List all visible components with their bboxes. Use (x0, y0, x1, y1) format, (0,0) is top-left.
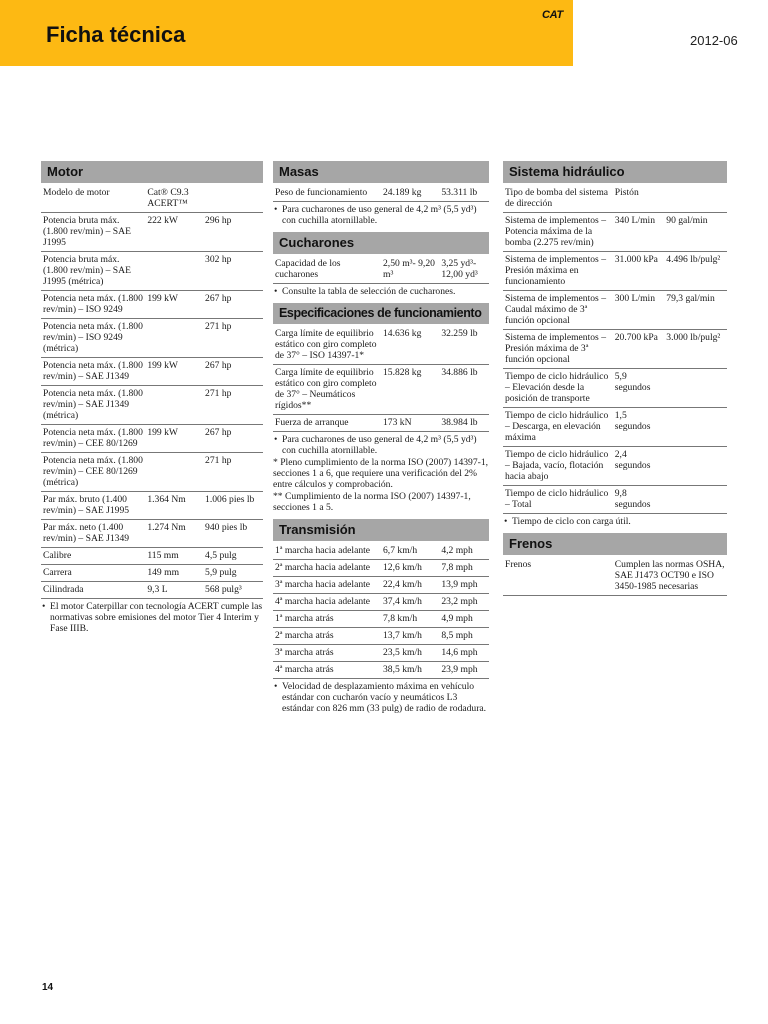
table-row (273, 594, 489, 611)
spec-value: 13,9 mph (439, 577, 489, 594)
spec-label: Tipo de bomba del sistema de dirección (503, 185, 613, 213)
spec-label: 2ª marcha atrás (273, 628, 381, 645)
spec-label: Tiempo de ciclo hidráulico – Descarga, en elevación máxima (503, 408, 613, 447)
spec-label: Calibre (41, 548, 145, 565)
section-title-transmision: Transmisión (273, 519, 489, 541)
table-transmision (273, 543, 489, 679)
spec-value: 149 mm (145, 565, 203, 582)
spec-value: 7,8 km/h (381, 611, 439, 628)
table-row (41, 291, 263, 319)
table-row (273, 326, 489, 365)
spec-value: 4.496 lb/pulg² (664, 252, 727, 291)
note-item: • Consulte la tabla de selección de cucharones. (273, 286, 489, 297)
spec-value: 3.000 lb/pulg² (664, 330, 727, 369)
table-row (503, 408, 727, 447)
section-cucharones (273, 232, 489, 297)
spec-label: Cilindrada (41, 582, 145, 599)
spec-value: 199 kW (145, 358, 203, 386)
column-left (41, 161, 263, 640)
spec-label: Potencia neta máx. (1.800 rev/min) – CEE 80/1269 (métrica) (41, 453, 145, 492)
spec-value: 22,4 km/h (381, 577, 439, 594)
spec-value: 4,5 pulg (203, 548, 263, 565)
spec-value: 1,5 segundos (613, 408, 665, 447)
notes-transmision (273, 681, 489, 714)
spec-value: 14,6 mph (439, 645, 489, 662)
spec-value: 13,7 km/h (381, 628, 439, 645)
note-item: • Para cucharones de uso general de 4,2 m³ (5,5 yd³) con cuchilla atornillable. (273, 434, 489, 456)
spec-value: 34.886 lb (439, 365, 489, 415)
table-row (273, 662, 489, 679)
spec-value: 38.984 lb (439, 415, 489, 432)
spec-value: 267 hp (203, 291, 263, 319)
note-item: ** Cumplimiento de la norma ISO (2007) 14397-1, secciones 1 a 5. (273, 491, 471, 513)
spec-value: 3,25 yd³- 12,00 yd³ (439, 256, 489, 284)
table-row (273, 645, 489, 662)
section-title-frenos: Frenos (503, 533, 727, 555)
table-row (503, 486, 727, 514)
table-row (273, 560, 489, 577)
spec-label: Potencia neta máx. (1.800 rev/min) – SAE J1349 (métrica) (41, 386, 145, 425)
table-frenos (503, 557, 727, 596)
section-especificaciones (273, 303, 489, 513)
spec-label: Sistema de implementos – Caudal máximo de 3ª función opcional (503, 291, 613, 330)
spec-value: 7,8 mph (439, 560, 489, 577)
spec-value: 4,2 mph (439, 543, 489, 560)
table-row (41, 492, 263, 520)
spec-label: 1ª marcha atrás (273, 611, 381, 628)
spec-value (145, 252, 203, 291)
note-item: • Tiempo de ciclo con carga útil. (503, 516, 727, 527)
spec-value: 302 hp (203, 252, 263, 291)
section-title-motor: Motor (41, 161, 263, 183)
note-item: • Velocidad de desplazamiento máxima en vehículo estándar con cucharón vacío y neumáticos L3 estándar con 826 mm (33 pulg) de radio de rodadura. (273, 681, 489, 714)
table-row (503, 447, 727, 486)
spec-label: 4ª marcha hacia adelante (273, 594, 381, 611)
spec-value: 5,9 segundos (613, 369, 665, 408)
section-motor (41, 161, 263, 634)
table-especificaciones (273, 326, 489, 432)
spec-value: 271 hp (203, 453, 263, 492)
spec-value: Cumplen las normas OSHA, SAE J1473 OCT90 e ISO 3450-1985 necesarias (613, 557, 727, 596)
spec-value: 568 pulg³ (203, 582, 263, 599)
spec-label: 4ª marcha atrás (273, 662, 381, 679)
table-row (41, 453, 263, 492)
spec-value: 8,5 mph (439, 628, 489, 645)
spec-value: 340 L/min (613, 213, 665, 252)
spec-value: Cat® C9.3 ACERT™ (145, 185, 203, 213)
spec-label: Carga límite de equilibrio estático con giro completo de 37° – Neumáticos rígidos** (273, 365, 381, 415)
note-item: • Para cucharones de uso general de 4,2 m³ (5,5 yd³) con cuchilla atornillable. (273, 204, 489, 226)
spec-label: Tiempo de ciclo hidráulico – Elevación desde la posición de transporte (503, 369, 613, 408)
spec-value: 1.006 pies lb (203, 492, 263, 520)
section-title-cucharones: Cucharones (273, 232, 489, 254)
spec-label: Par máx. neto (1.400 rev/min) – SAE J1349 (41, 520, 145, 548)
table-row (273, 365, 489, 415)
section-masas (273, 161, 489, 226)
table-hidraulico (503, 185, 727, 514)
table-row (273, 185, 489, 202)
spec-value: 23,5 km/h (381, 645, 439, 662)
spec-value: 2,50 m³- 9,20 m³ (381, 256, 439, 284)
spec-value: 4,9 mph (439, 611, 489, 628)
spec-value: 23,2 mph (439, 594, 489, 611)
spec-value (664, 369, 727, 408)
spec-value: 2,4 segundos (613, 447, 665, 486)
spec-value: 6,7 km/h (381, 543, 439, 560)
spec-label: Tiempo de ciclo hidráulico – Bajada, vacío, flotación hacia abajo (503, 447, 613, 486)
spec-label: Peso de funcionamiento (273, 185, 381, 202)
section-transmision (273, 519, 489, 714)
spec-label: Par máx. bruto (1.400 rev/min) – SAE J1995 (41, 492, 145, 520)
spec-label: 3ª marcha hacia adelante (273, 577, 381, 594)
spec-value (664, 486, 727, 514)
spec-value (145, 319, 203, 358)
note-item: * Pleno cumplimiento de la norma ISO (2007) 14397-1, secciones 1 a 6, que requiere una verificación del 2% entre cálculos y comprobación. (273, 457, 489, 490)
spec-label: 2ª marcha hacia adelante (273, 560, 381, 577)
spec-label: Fuerza de arranque (273, 415, 381, 432)
section-frenos (503, 533, 727, 596)
table-row (41, 565, 263, 582)
table-row (503, 557, 727, 596)
spec-label: Modelo de motor (41, 185, 145, 213)
table-row (273, 577, 489, 594)
table-row (41, 319, 263, 358)
spec-value: 271 hp (203, 386, 263, 425)
spec-value: 940 pies lb (203, 520, 263, 548)
note-item: • El motor Caterpillar con tecnología ACERT cumple las normativas sobre emisiones del motor Tier 4 Interim y Fase IIIB. (41, 601, 263, 634)
spec-value: 9,3 L (145, 582, 203, 599)
table-row (41, 548, 263, 565)
spec-value: 1.364 Nm (145, 492, 203, 520)
spec-value: 199 kW (145, 425, 203, 453)
header-banner (0, 0, 573, 66)
spec-label: Carga límite de equilibrio estático con giro completo de 37° – ISO 14397-1* (273, 326, 381, 365)
notes-hidraulico (503, 516, 727, 527)
spec-value: 115 mm (145, 548, 203, 565)
spec-value: 267 hp (203, 358, 263, 386)
table-row (503, 291, 727, 330)
spec-label: Potencia neta máx. (1.800 rev/min) – ISO 9249 (41, 291, 145, 319)
section-title-especificaciones: Especificaciones de funcionamiento (273, 303, 489, 324)
section-title-masas: Masas (273, 161, 489, 183)
spec-value (145, 453, 203, 492)
spec-value (664, 447, 727, 486)
table-row (41, 252, 263, 291)
spec-label: Potencia neta máx. (1.800 rev/min) – SAE J1349 (41, 358, 145, 386)
spec-value (145, 386, 203, 425)
table-row (41, 520, 263, 548)
spec-value: 222 kW (145, 213, 203, 252)
spec-value: Pistón (613, 185, 665, 213)
table-row (273, 256, 489, 284)
spec-label: 1ª marcha hacia adelante (273, 543, 381, 560)
spec-value (664, 185, 727, 213)
spec-label: Capacidad de los cucharones (273, 256, 381, 284)
table-row (41, 425, 263, 453)
table-row (503, 369, 727, 408)
spec-value: 90 gal/min (664, 213, 727, 252)
table-row (503, 330, 727, 369)
spec-value: 199 kW (145, 291, 203, 319)
table-row (41, 358, 263, 386)
table-row (41, 185, 263, 213)
spec-value: 271 hp (203, 319, 263, 358)
table-row (503, 185, 727, 213)
table-row (41, 386, 263, 425)
spec-label: Potencia bruta máx. (1.800 rev/min) – SAE J1995 (41, 213, 145, 252)
spec-label: Sistema de implementos – Presión máxima de 3ª función opcional (503, 330, 613, 369)
spec-label: Carrera (41, 565, 145, 582)
section-title-hidraulico: Sistema hidráulico (503, 161, 727, 183)
spec-value: 32.259 lb (439, 326, 489, 365)
spec-value: 53.311 lb (439, 185, 489, 202)
page-title: Ficha técnica (46, 22, 186, 47)
spec-value: 14.636 kg (381, 326, 439, 365)
spec-label: Sistema de implementos – Presión máxima en funcionamiento (503, 252, 613, 291)
spec-value: 15.828 kg (381, 365, 439, 415)
section-hidraulico (503, 161, 727, 527)
spec-value: 296 hp (203, 213, 263, 252)
table-row (503, 213, 727, 252)
page-number: 14 (42, 982, 54, 993)
document-date: 2012-06 (690, 33, 738, 48)
spec-label: Sistema de implementos – Potencia máxima de la bomba (2.275 rev/min) (503, 213, 613, 252)
spec-value: 37,4 km/h (381, 594, 439, 611)
table-masas (273, 185, 489, 202)
notes-masas (273, 204, 489, 226)
column-middle (273, 161, 489, 720)
table-row (273, 628, 489, 645)
spec-label: Frenos (503, 557, 613, 596)
notes-especificaciones (273, 434, 489, 513)
spec-label: Potencia neta máx. (1.800 rev/min) – ISO 9249 (métrica) (41, 319, 145, 358)
spec-value: 38,5 km/h (381, 662, 439, 679)
table-row (41, 582, 263, 599)
spec-label: 3ª marcha atrás (273, 645, 381, 662)
spec-value: 267 hp (203, 425, 263, 453)
spec-label: Tiempo de ciclo hidráulico – Total (503, 486, 613, 514)
notes-cucharones (273, 286, 489, 297)
table-row (41, 213, 263, 252)
spec-value: 23,9 mph (439, 662, 489, 679)
notes-motor (41, 601, 263, 634)
spec-value: 79,3 gal/min (664, 291, 727, 330)
spec-value: 5,9 pulg (203, 565, 263, 582)
spec-value (664, 408, 727, 447)
spec-value: 300 L/min (613, 291, 665, 330)
table-row (273, 415, 489, 432)
spec-value: 9,8 segundos (613, 486, 665, 514)
column-right (503, 161, 727, 602)
spec-value: 1.274 Nm (145, 520, 203, 548)
table-cucharones (273, 256, 489, 284)
table-motor (41, 185, 263, 599)
cat-logo: CAT (542, 9, 563, 21)
spec-value (203, 185, 263, 213)
table-row (503, 252, 727, 291)
spec-value: 20.700 kPa (613, 330, 665, 369)
spec-value: 173 kN (381, 415, 439, 432)
spec-label: Potencia neta máx. (1.800 rev/min) – CEE 80/1269 (41, 425, 145, 453)
spec-value: 24.189 kg (381, 185, 439, 202)
spec-value: 31.000 kPa (613, 252, 665, 291)
spec-value: 12,6 km/h (381, 560, 439, 577)
table-row (273, 611, 489, 628)
table-row (273, 543, 489, 560)
spec-label: Potencia bruta máx. (1.800 rev/min) – SAE J1995 (métrica) (41, 252, 145, 291)
